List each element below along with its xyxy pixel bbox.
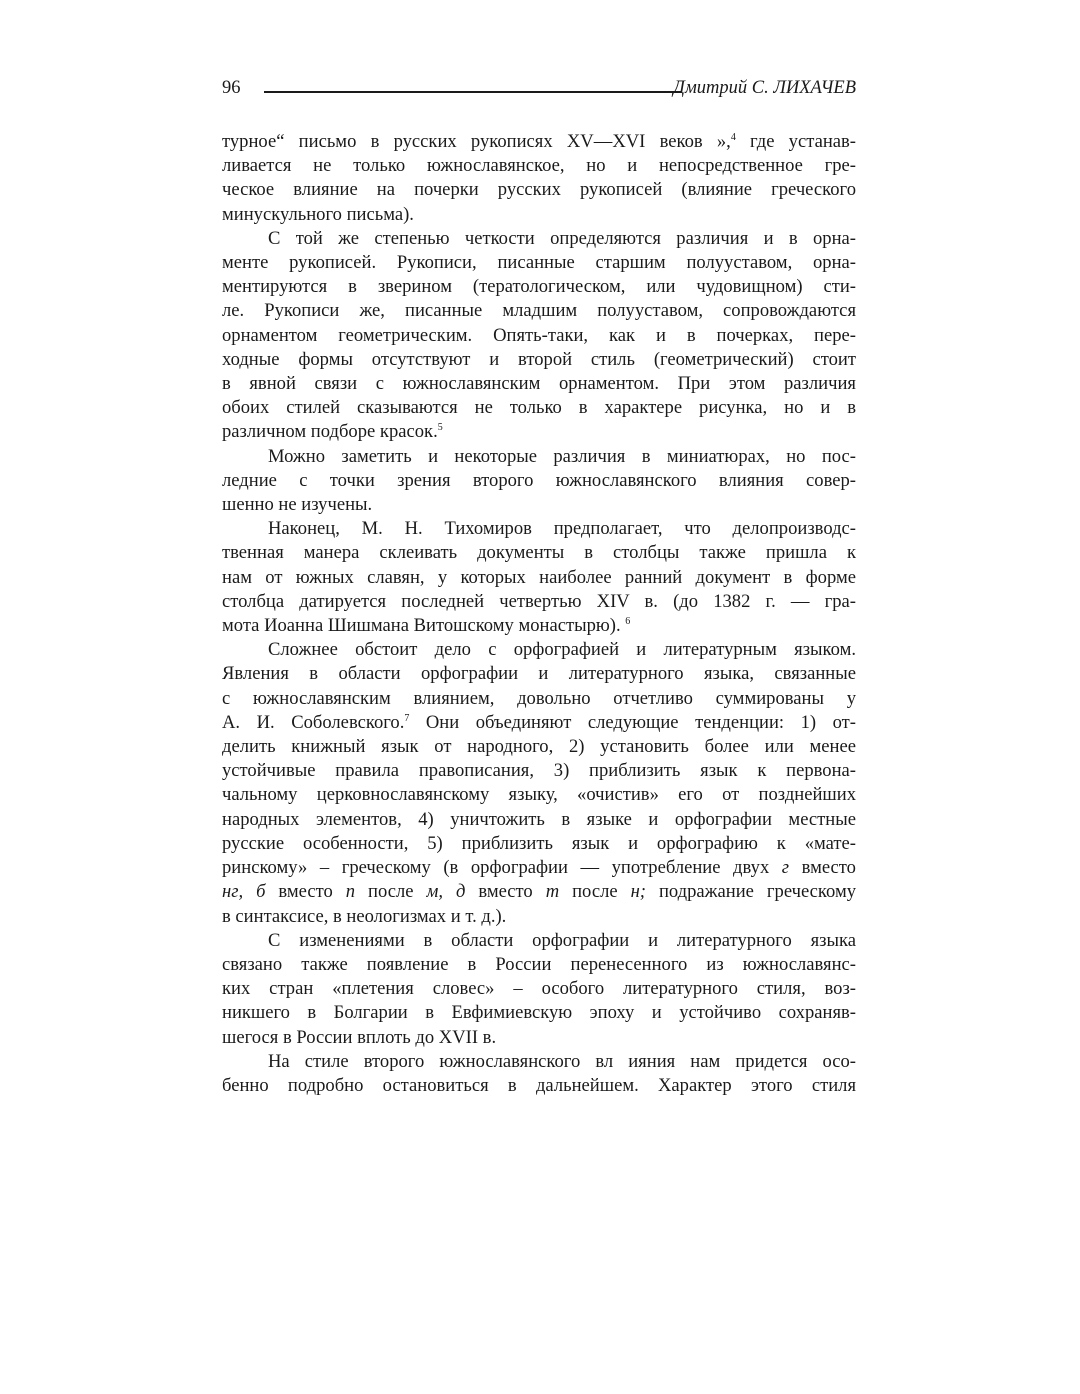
italic-span: п (345, 881, 356, 903)
text-line: Сложнее обстоит дело с орфографией и литературным языком. (268, 639, 856, 661)
text-line: шегося в России вплоть до XVII в. (222, 1026, 497, 1048)
text-span: после (559, 881, 631, 903)
text-line: столбца датируется последней четвертью XIV в. (до 1382 г. — гра- (222, 590, 856, 612)
text-span: различном подборе красок. (222, 421, 438, 443)
text-line: менте рукописей. Рукописи, писанные старшим полууставом, орна- (222, 252, 856, 274)
text-span: где устанав- (735, 131, 856, 152)
text-span: А. И. Соболевского. (222, 711, 405, 733)
text-line: ких стран «плетения словес» – особого литературного стиля, воз- (222, 978, 856, 1000)
text-line: ческое влияние на почерки русских рукописей (влияние греческого (222, 179, 856, 201)
text-line: твенная манера склеивать документы в столбцы также пришла к (222, 542, 856, 564)
text-line: На стиле второго южнославянского вл ияния нам придется осо- (268, 1050, 856, 1072)
text-line: обоих стилей сказываются не только в характере рисунка, но и в (222, 397, 856, 419)
text-span: Они объединяют следующие тенденции: 1) от- (409, 711, 856, 733)
text-line: ледние с точки зрения второго южнославянского влияния совер- (222, 469, 856, 491)
text-line: нам от южных славян, у которых наиболее ранний документ в форме (222, 566, 856, 588)
text-line: ливается не только южнославянское, но и непосредственное гре- (222, 155, 856, 177)
text-span: после (355, 881, 427, 903)
italic-span: г (781, 857, 790, 879)
text-line: чальному церковнославянскому языку, «очистив» его от позднейших (222, 784, 856, 806)
footnote-ref: 4 (730, 132, 736, 143)
text-line: ле. Рукописи же, писанные младшим полууставом, сопровождаются (222, 300, 856, 322)
text-line: в синтаксисе, в неологизмах и т. д.). (222, 905, 507, 927)
text-span: подражание греческому (646, 881, 857, 903)
text-line: бенно подробно остановиться в дальнейшем. Характер этого стиля (222, 1074, 856, 1096)
running-head-author: Дмитрий С. ЛИХАЧЕВ (673, 78, 856, 98)
text-span: вместо (265, 881, 346, 903)
text-line: устойчивые правила правописания, 3) приблизить язык к первона- (222, 760, 856, 782)
footnote-ref: 6 (625, 616, 631, 628)
italic-span: т (545, 881, 560, 903)
text-span: вместо (465, 881, 546, 903)
text-line (222, 856, 856, 880)
footnote-ref: 5 (437, 422, 443, 434)
running-head (222, 74, 856, 104)
text-line: ходные формы отсутствуют и второй стиль (геометрический) стоит (222, 348, 856, 370)
page-number: 96 (222, 78, 241, 98)
text-span: вместо (789, 857, 856, 879)
text-span: турное“ письмо в русских рукописях XV—XVI веков », (222, 131, 731, 152)
text-line: минускульного письма). (222, 203, 414, 225)
italic-span: н; (630, 881, 646, 903)
text-line (222, 614, 856, 638)
text-line (222, 420, 856, 444)
text-line: ментируются в зверином (тератологическом, или чудовищном) сти- (222, 276, 856, 298)
text-line: С изменениями в области орфографии и литературного языка (268, 929, 856, 951)
text-line: Наконец, М. Н. Тихомиров предполагает, что делопроизводс- (268, 518, 856, 540)
italic-span: м, д (426, 881, 466, 903)
text-line: орнаментом геометрическим. Опять-таки, как и в почерках, пере- (222, 324, 856, 346)
body-text (222, 130, 856, 1098)
text-line: Можно заметить и некоторые различия в миниатюрах, но пос- (268, 445, 856, 467)
text-line: с южнославянским влиянием, довольно отчетливо суммированы у (222, 687, 856, 709)
text-span: мота Иоанна Шишмана Витошскому монастырю). (222, 615, 621, 637)
text-line: русские особенности, 5) приблизить язык и орфографию к «мате- (222, 832, 856, 854)
text-line: связано также появление в России перенесенного из южнославянс- (222, 953, 856, 975)
text-line (222, 880, 856, 904)
text-line: С той же степенью четкости определяются различия и в орна- (268, 227, 856, 249)
text-line (222, 130, 856, 154)
text-span: ринскому» – греческому (в орфографии — употребление двух (222, 857, 782, 879)
text-line: в явной связи с южнославянским орнаментом. При этом различия (222, 373, 856, 395)
italic-span: нг, б (222, 881, 266, 903)
text-line: никшего в Болгарии в Евфимиевскую эпоху и устойчиво сохраняв- (222, 1002, 856, 1024)
text-line: народных элементов, 4) уничтожить в языке и орфографии местные (222, 808, 856, 830)
text-line: делить книжный язык от народного, 2) установить более или менее (222, 736, 856, 758)
text-line: шенно не изучены. (222, 494, 373, 516)
header-rule (264, 91, 682, 93)
text-line: Явления в области орфографии и литературного языка, связанные (222, 663, 856, 685)
text-line (222, 711, 856, 735)
footnote-ref: 7 (404, 712, 410, 724)
